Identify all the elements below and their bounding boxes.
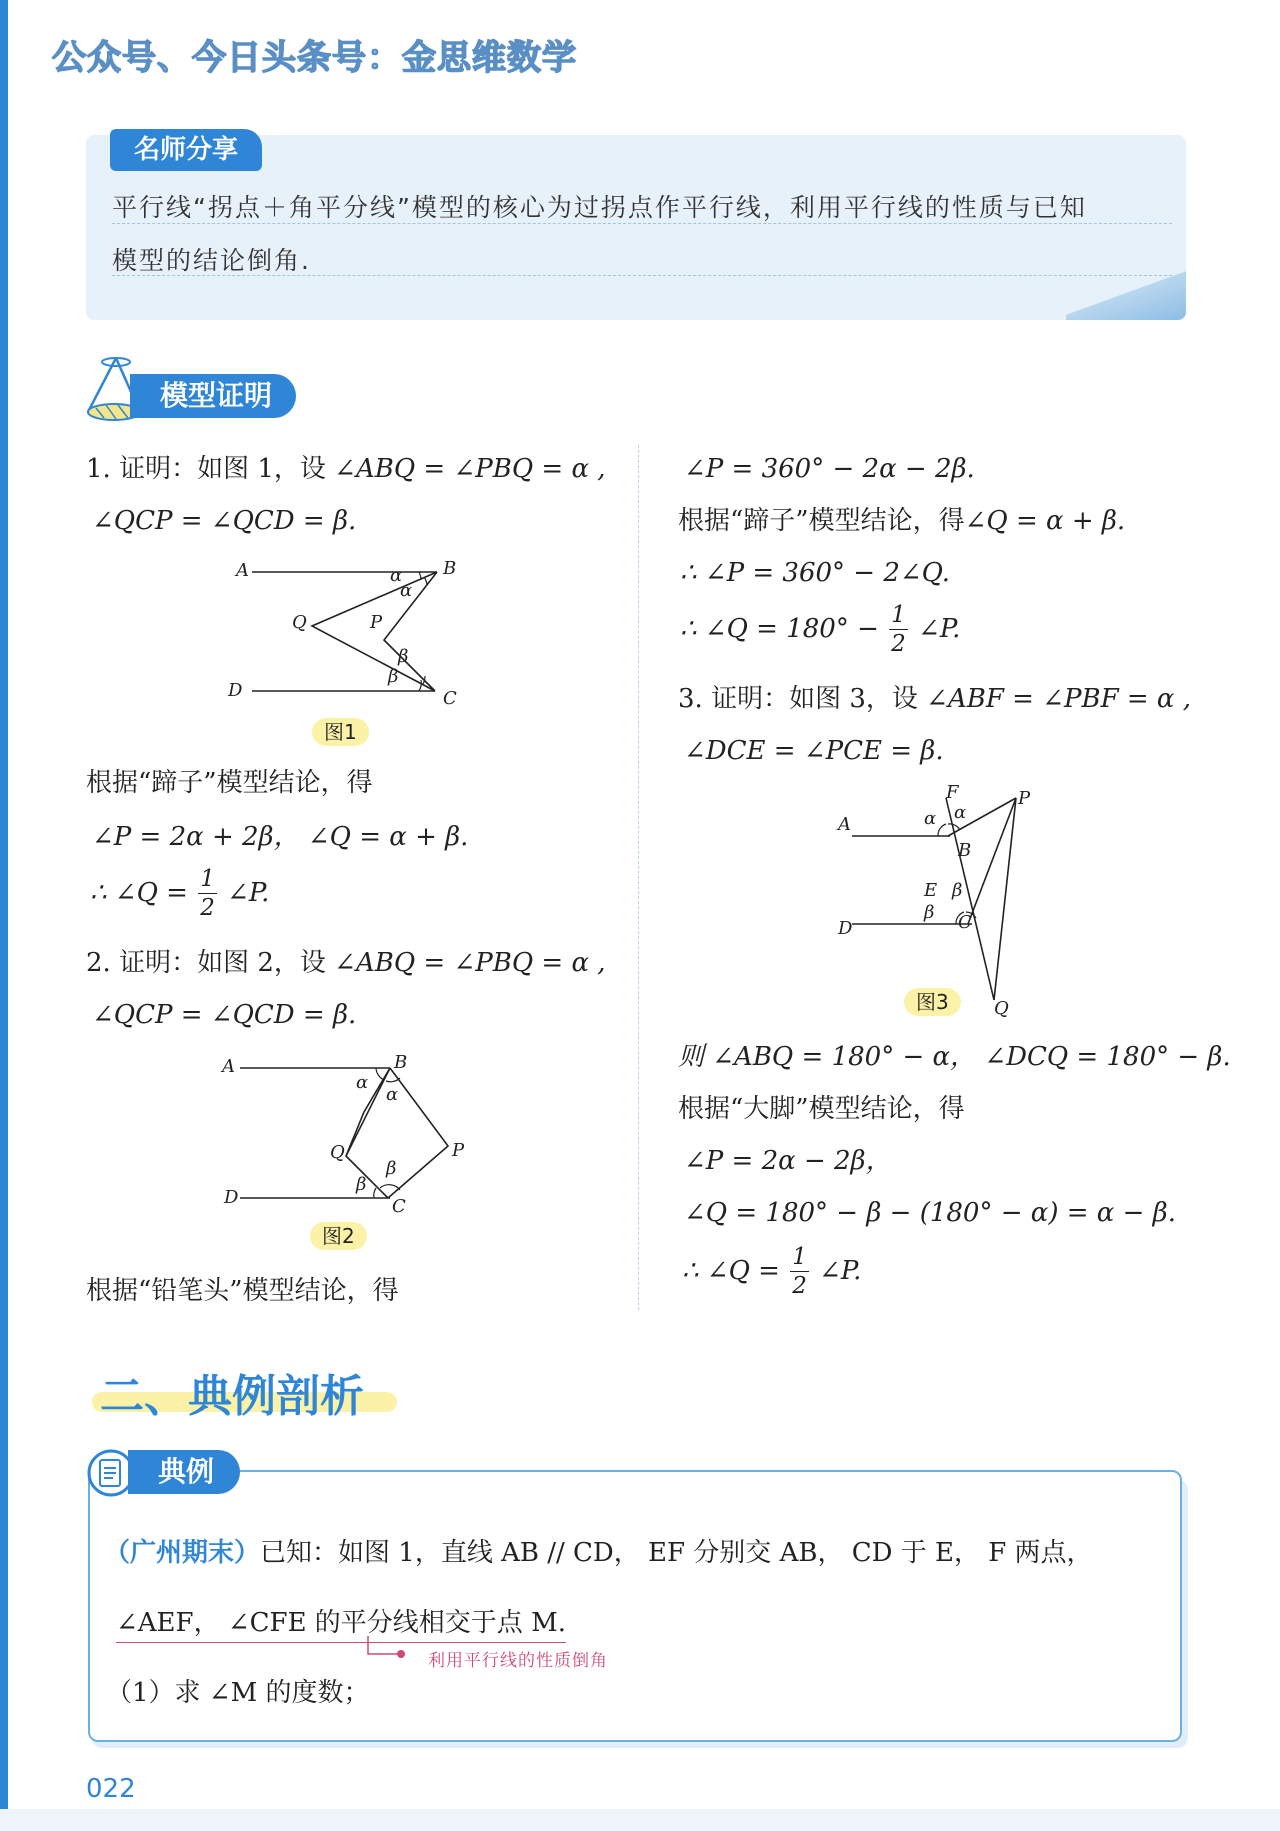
figure-1-caption: 图1 [312,718,369,746]
label-Q: Q [292,612,307,633]
label-P: P [370,612,383,633]
proof-1-reason: 根据“蹄子”模型结论，得 [86,768,373,798]
label-alpha: α [400,580,413,601]
example-line-1: （广州期末）已知：如图 1，直线 AB // CD， EF 分别交 AB， CD 于 E， F 两点， [104,1538,1093,1568]
teacher-share-line-2: 模型的结论倒角. [112,246,311,275]
section-title-model-proof: 模型证明 [130,374,296,418]
label-beta: β [386,1158,397,1179]
label-beta: β [924,902,935,923]
label-alpha: α [356,1072,369,1093]
label-D: D [228,680,243,701]
label-alpha: α [386,1084,399,1105]
section-2-title: 二、典例剖析 [100,1371,364,1422]
proof-2-reason: 根据“铅笔头”模型结论，得 [86,1276,399,1306]
label-D: D [224,1187,239,1208]
column-divider [638,445,639,1310]
label-beta: β [398,646,409,667]
figure-3-caption: 图3 [904,988,961,1016]
label-alpha: α [390,565,403,586]
proof-3-result-p: ∠P = 2α − 2β， [684,1146,892,1176]
label-C: C [443,688,457,709]
teacher-share-box [86,135,1186,320]
figure-1 [220,556,480,716]
example-question-1: （1）求 ∠M 的度数； [106,1678,370,1708]
proof-2-intro: 2. 证明：如图 2，设 ∠ABQ = ∠PBQ = α , [86,948,606,978]
fraction-half: $\frac{1}{2}$ [200,866,215,921]
proof-1-result: ∠P = 2α + 2β， ∠Q = α + β. [92,822,469,852]
example-tab: 典例 [128,1450,240,1494]
fraction-half: $\frac{1}{2}$ [891,602,906,657]
label-C: C [392,1196,406,1217]
header-watermark: 公众号、今日头条号：金思维数学 [52,38,577,78]
teacher-share-line-1: 平行线“拐点＋角平分线”模型的核心为过拐点作平行线，利用平行线的性质与已知 [112,193,1087,222]
proof-3-conclusion: ∴ ∠Q = $\frac{1}{2}$ ∠P. [682,1244,862,1299]
proof-3-reason: 根据“大脚”模型结论，得 [678,1094,965,1124]
label-A: A [838,814,851,835]
example-line-2: ∠AEF， ∠CFE 的平分线相交于点 M. [116,1610,566,1643]
label-Q: Q [994,998,1009,1018]
label-alpha: α [924,808,937,829]
margin-annotation: 利用平行线的性质倒角 [428,1651,608,1671]
label-beta: β [952,880,963,901]
dashed-rule [112,275,1172,276]
label-F: F [946,782,959,803]
label-B: B [443,558,457,579]
label-P: P [1018,788,1031,809]
figure-2 [218,1050,478,1220]
proof-1-angles: ∠QCP = ∠QCD = β. [92,506,357,536]
label-A: A [222,1056,235,1077]
teacher-share-tab: 名师分享 [110,129,262,171]
label-D: D [838,918,853,939]
label-beta: β [388,666,399,687]
label-A: A [236,560,249,581]
page-edge-stripe [0,0,8,1831]
page-number: 022 [86,1774,136,1804]
proof-3-result-q: ∠Q = 180° − β − (180° − α) = α − β. [684,1198,1176,1228]
label-B: B [958,840,972,861]
proof-3-angles: ∠DCE = ∠PCE = β. [684,736,944,766]
bottom-strip [0,1809,1280,1831]
fraction-half: $\frac{1}{2}$ [792,1244,807,1299]
proof-2-step: ∴ ∠P = 360° − 2∠Q. [680,558,950,588]
proof-2-result: ∠P = 360° − 2α − 2β. [684,454,975,484]
label-C: C [958,912,972,933]
label-alpha: α [954,802,967,823]
proof-1-conclusion: ∴ ∠Q = $\frac{1}{2}$ ∠P. [90,866,270,921]
proof-2-conclusion: ∴ ∠Q = 180° − $\frac{1}{2}$ ∠P. [680,602,961,657]
label-B: B [394,1052,408,1073]
proof-3-step-1: 则 ∠ABQ = 180° − α， ∠DCQ = 180° − β. [678,1042,1231,1072]
proof-2-reason-2: 根据“蹄子”模型结论，得∠Q = α + β. [678,506,1126,536]
figure-2-caption: 图2 [310,1222,367,1250]
figure-3 [828,782,1058,1018]
proof-3-intro: 3. 证明：如图 3，设 ∠ABF = ∠PBF = α , [678,684,1192,714]
proof-1-intro: 1. 证明：如图 1，设 ∠ABQ = ∠PBQ = α , [86,454,606,484]
label-Q: Q [330,1142,345,1163]
proof-2-angles: ∠QCP = ∠QCD = β. [92,1000,357,1030]
label-beta: β [356,1174,367,1195]
dashed-rule [112,223,1172,224]
label-P: P [452,1140,465,1161]
label-E: E [924,880,938,901]
annotation-pointer [366,1636,406,1666]
page-curl-decoration [1066,265,1186,320]
